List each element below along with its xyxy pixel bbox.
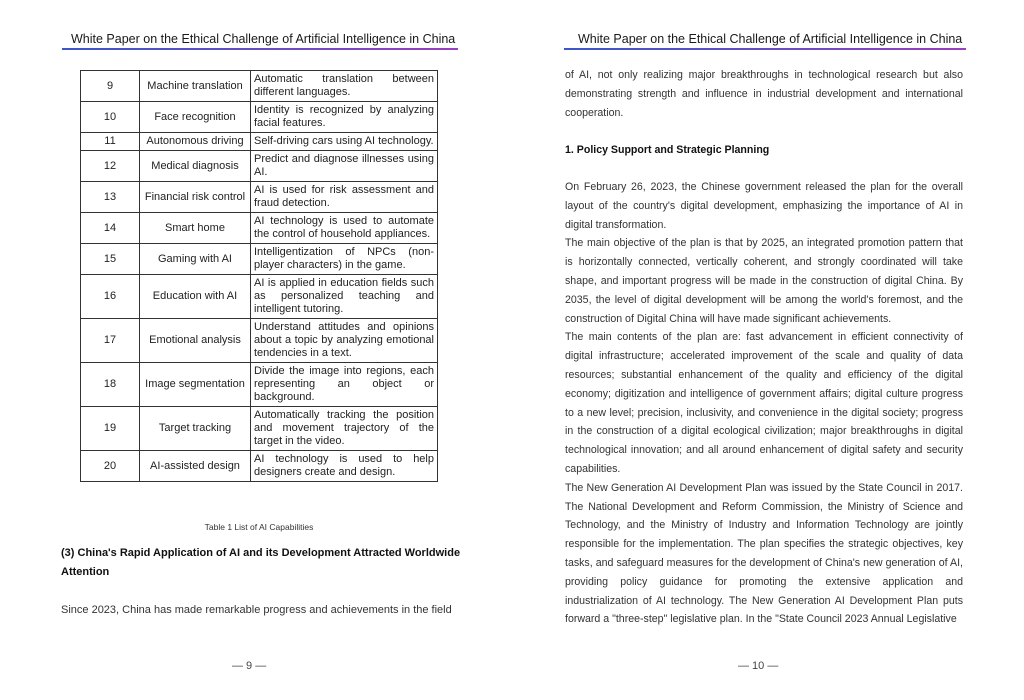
capability-description: Identity is recognized by analyzing facial features.: [251, 102, 438, 133]
right-intro-paragraph: [565, 66, 963, 122]
ai-capabilities-table: [80, 70, 438, 482]
capability-name: Smart home: [140, 213, 251, 244]
left-page-number: — 9 —: [232, 660, 267, 672]
row-number: 20: [81, 451, 140, 482]
capability-description: Predict and diagnose illnesses using AI.: [251, 151, 438, 182]
left-page-header: White Paper on the Ethical Challenge of Artificial Intelligence in China: [71, 32, 456, 46]
capability-name: Financial risk control: [140, 182, 251, 213]
capability-description: Understand attitudes and opinions about a topic by analyzing emotional tendencies in a text.: [251, 319, 438, 363]
table-row: [81, 182, 438, 213]
table-row: [81, 102, 438, 133]
capability-description: AI is applied in education fields such as personalized teaching and intelligent tutoring.: [251, 275, 438, 319]
capability-name: AI-assisted design: [140, 451, 251, 482]
row-number: 19: [81, 407, 140, 451]
right-page: [512, 0, 1024, 700]
row-number: 11: [81, 133, 140, 151]
capability-description: AI is used for risk assessment and fraud detection.: [251, 182, 438, 213]
table-row: [81, 213, 438, 244]
row-number: 15: [81, 244, 140, 275]
capability-name: Machine translation: [140, 71, 251, 102]
row-number: 16: [81, 275, 140, 319]
table-row: [81, 133, 438, 151]
capability-description: Divide the image into regions, each representing an object or background.: [251, 363, 438, 407]
right-page-number: — 10 —: [738, 660, 779, 672]
capability-name: Target tracking: [140, 407, 251, 451]
table-row: [81, 151, 438, 182]
right-header-rule: [564, 48, 966, 50]
capability-name: Face recognition: [140, 102, 251, 133]
capability-description: Self-driving cars using AI technology.: [251, 133, 438, 151]
table-row: [81, 71, 438, 102]
body-paragraph: The New Generation AI Development Plan was issued by the State Council in 2017. The National Development and Reform Commission, the Ministry of Science and Technology, and the Ministry of Industry and Information Technology are jointly responsible for the implementation. The plan specifies the strategic objectives, key tasks, and safeguard measures for the development of China's new generation of AI, providing policy guidance for promoting the extensive application and industrialization of AI technology. The New Generation AI Development Plan puts forward a "three-step" legislative plan. In the "State Council 2023 Annual Legislative: [565, 481, 963, 626]
capability-description: Automatically tracking the position and movement trajectory of the target in the video.: [251, 407, 438, 451]
table-caption: Table 1 List of AI Capabilities: [204, 522, 314, 532]
row-number: 17: [81, 319, 140, 363]
capability-name: Image segmentation: [140, 363, 251, 407]
row-number: 9: [81, 71, 140, 102]
capability-name: Medical diagnosis: [140, 151, 251, 182]
policy-heading: 1. Policy Support and Strategic Planning: [565, 144, 770, 156]
right-page-header: White Paper on the Ethical Challenge of Artificial Intelligence in China: [578, 32, 963, 46]
table-row: [81, 319, 438, 363]
row-number: 12: [81, 151, 140, 182]
row-number: 14: [81, 213, 140, 244]
capability-description: AI technology is used to automate the control of household appliances.: [251, 213, 438, 244]
capability-name: Education with AI: [140, 275, 251, 319]
body-paragraph: The main contents of the plan are: fast advancement in efficient connectivity of digital infrastructure; accelerated improvement of the scale and quality of data resources; substantial enhancement of the quality and efficiency of the digital economy; digitization and intelligence of government affairs; digital culture progress to a new level; precision, inclusivity, and convenience in the digital society; progress in the construction of a digital ecological civilization; major breakthroughs in digital technological innovation; and all around enhancement of digital safety and security capabilities.: [565, 331, 963, 475]
body-paragraph: The main objective of the plan is that by 2025, an integrated promotion pattern that is horizontally connected, vertically coherent, and strongly coordinated will take shape, and important progress will be made in the construction of digital China. By 2035, the level of digital development will be among the world's foremost, and the construction of Digital China will have made significant achievements.: [565, 237, 963, 325]
section-subheading: (3) China's Rapid Application of AI and its Development Attracted Worldwide Attention: [61, 547, 461, 578]
left-header-rule: [62, 48, 458, 50]
table-row: [81, 451, 438, 482]
table-row: [81, 244, 438, 275]
capability-name: Autonomous driving: [140, 133, 251, 151]
capability-name: Emotional analysis: [140, 319, 251, 363]
right-body-text: [565, 178, 963, 629]
row-number: 13: [81, 182, 140, 213]
table-row: [81, 407, 438, 451]
row-number: 18: [81, 363, 140, 407]
left-body-paragraph: Since 2023, China has made remarkable progress and achievements in the field: [61, 604, 452, 616]
capability-description: Intelligentization of NPCs (non-player characters) in the game.: [251, 244, 438, 275]
capability-description: Automatic translation between different languages.: [251, 71, 438, 102]
table-row: [81, 363, 438, 407]
capability-description: AI technology is used to help designers create and design.: [251, 451, 438, 482]
body-paragraph: On February 26, 2023, the Chinese government released the plan for the overall layout of the country's digital development, emphasizing the importance of AI in digital transformation.: [565, 181, 963, 231]
intro-text: of AI, not only realizing major breakthroughs in technological research but also demonstrating strength and influence in industrial development and international cooperation.: [565, 69, 963, 119]
capability-name: Gaming with AI: [140, 244, 251, 275]
table-row: [81, 275, 438, 319]
row-number: 10: [81, 102, 140, 133]
